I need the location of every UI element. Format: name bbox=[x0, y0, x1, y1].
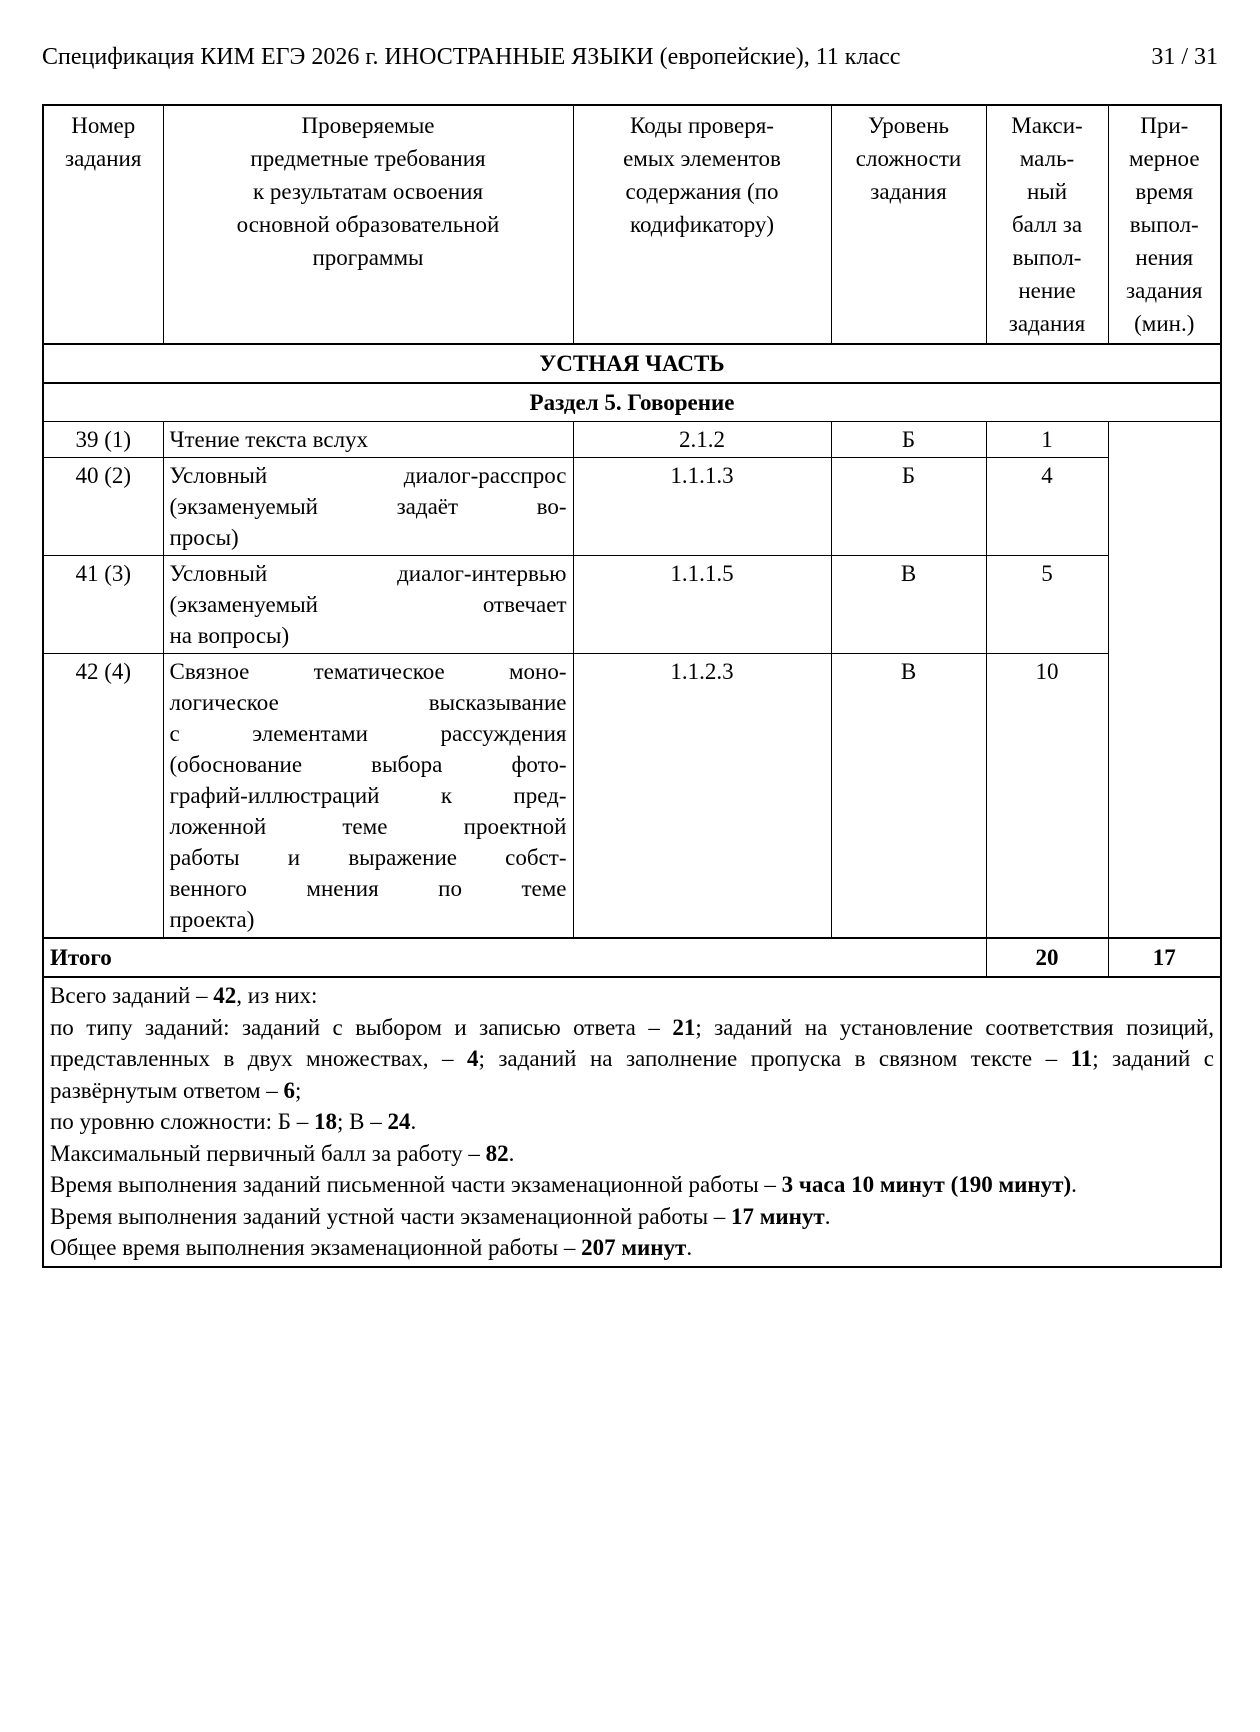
merged-time-cell bbox=[1108, 422, 1221, 939]
section-row-oral-part bbox=[43, 344, 1221, 383]
task-number: 39 (1) bbox=[43, 422, 163, 458]
task-level: В bbox=[831, 654, 986, 939]
summary-by-difficulty: по уровню сложности: Б – 18; В – 24. bbox=[50, 1109, 417, 1134]
summary-oral-part-time: Время выполнения заданий устной части экзаменационной работы – 17 минут. bbox=[50, 1203, 831, 1229]
col-header-difficulty-level: Уровень сложности задания bbox=[831, 105, 986, 344]
summary-row bbox=[43, 977, 1221, 1267]
section-title-oral-part: УСТНАЯ ЧАСТЬ bbox=[43, 344, 1221, 383]
task-description: Условный диалог-интервью (экзаменуемый отвечает на вопросы) bbox=[163, 556, 573, 654]
total-time: 17 bbox=[1108, 938, 1221, 977]
table-row-task-42 bbox=[43, 654, 1221, 939]
task-code: 1.1.1.3 bbox=[573, 458, 831, 556]
task-description: Связное тематическое моно- логическое высказывание с элементами рассуждения (обоснование выбора фото- графий-иллюстраций к пред- ложенной теме проектной работы и выражение собст- венного мнения по теме проекта) bbox=[163, 654, 573, 939]
col-header-content-codes: Коды проверя- емых элементов содержания (по кодификатору) bbox=[573, 105, 831, 344]
task-max-score: 4 bbox=[986, 458, 1108, 556]
col-header-max-score: Макси- маль- ный балл за выпол- нение задания bbox=[986, 105, 1108, 344]
task-level: Б bbox=[831, 458, 986, 556]
table-row-task-40 bbox=[43, 458, 1221, 556]
summary-written-part-time: Время выполнения заданий письменной части экзаменационной работы – 3 часа 10 минут (190 минут). bbox=[50, 1172, 1077, 1197]
task-code: 2.1.2 bbox=[573, 422, 831, 458]
task-max-score: 1 bbox=[986, 422, 1108, 458]
summary-max-primary-score: Максимальный первичный балл за работу – 82. bbox=[50, 1140, 515, 1166]
task-code: 1.1.2.3 bbox=[573, 654, 831, 939]
summary-by-task-type: по типу заданий: заданий с выбором и записью ответа – 21; заданий на установление соответствия позиций, представленных в двух множествах, – 4; заданий на заполнение пропуска в связном тексте – 11; заданий с развёрнутым ответом – 6; bbox=[50, 1014, 1214, 1103]
summary-total-tasks: Всего заданий – 42, из них: bbox=[50, 983, 318, 1008]
task-description: Условный диалог-расспрос (экзаменуемый задаёт во- просы) bbox=[163, 458, 573, 556]
task-level: Б bbox=[831, 422, 986, 458]
task-level: В bbox=[831, 556, 986, 654]
summary-cell bbox=[43, 977, 1221, 1267]
col-header-requirements: Проверяемые предметные требования к результатам освоения основной образовательной программы bbox=[163, 105, 573, 344]
page-number: 31 / 31 bbox=[1151, 44, 1218, 70]
summary-total-time: Общее время выполнения экзаменационной работы – 207 минут. bbox=[50, 1235, 693, 1260]
specification-table bbox=[42, 104, 1222, 1268]
col-header-approx-time: При- мерное время выпол- нения задания (мин.) bbox=[1108, 105, 1221, 344]
task-code: 1.1.1.5 bbox=[573, 556, 831, 654]
table-header-row bbox=[43, 105, 1221, 344]
table-row-task-41 bbox=[43, 556, 1221, 654]
total-label: Итого bbox=[43, 938, 986, 977]
document-title: Спецификация КИМ ЕГЭ 2026 г. ИНОСТРАННЫЕ ЯЗЫКИ (европейские), 11 класс bbox=[42, 44, 901, 70]
section-row-speaking bbox=[43, 383, 1221, 422]
section-title-speaking: Раздел 5. Говорение bbox=[43, 383, 1221, 422]
task-number: 40 (2) bbox=[43, 458, 163, 556]
table-row-task-39 bbox=[43, 422, 1221, 458]
task-description: Чтение текста вслух bbox=[163, 422, 573, 458]
total-max-score: 20 bbox=[986, 938, 1108, 977]
task-max-score: 10 bbox=[986, 654, 1108, 939]
col-header-task-number: Номер задания bbox=[43, 105, 163, 344]
total-row bbox=[43, 938, 1221, 977]
task-number: 41 (3) bbox=[43, 556, 163, 654]
task-max-score: 5 bbox=[986, 556, 1108, 654]
task-number: 42 (4) bbox=[43, 654, 163, 939]
page-header bbox=[42, 42, 1220, 72]
